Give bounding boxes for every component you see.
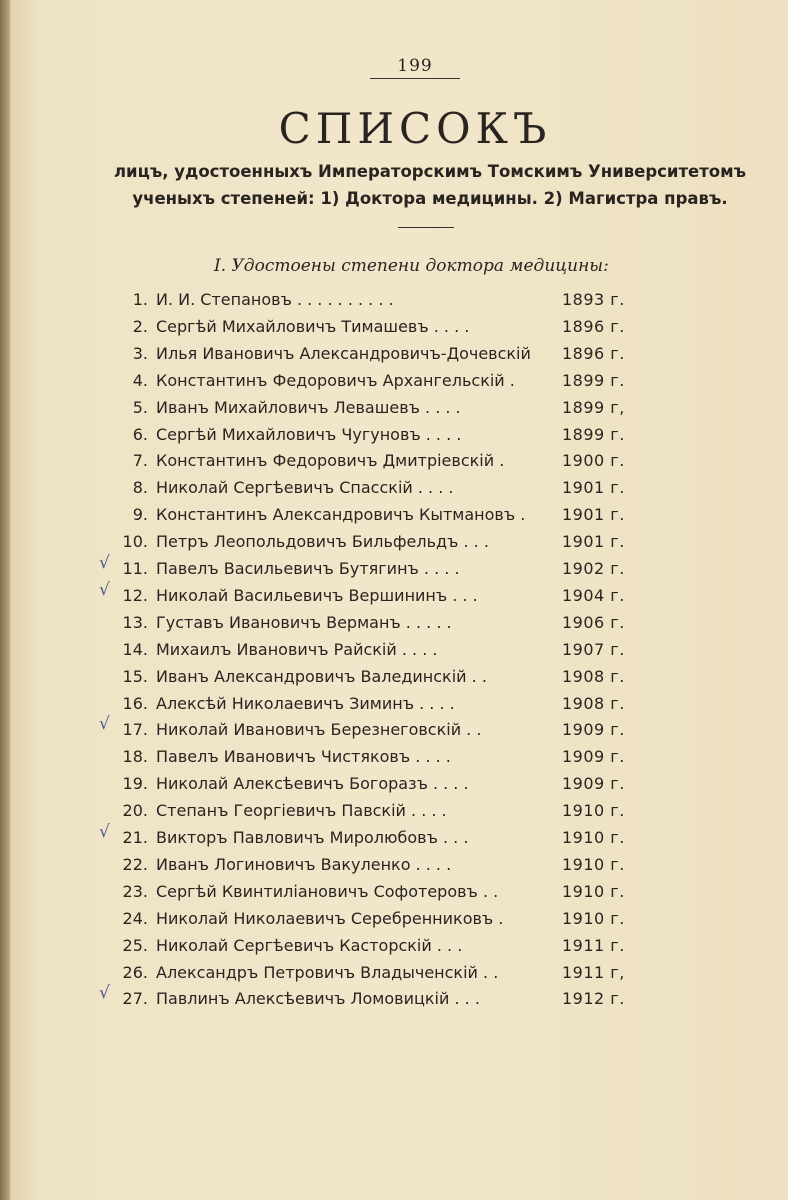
handwritten-checkmark: √ (99, 579, 110, 600)
entry-name: Николай Васильевичъ Вершининъ . . . (156, 585, 478, 605)
entry-year: 1906 г. (562, 612, 625, 632)
list-item (0, 744, 788, 770)
handwritten-checkmark: √ (99, 822, 110, 842)
list-item (0, 448, 788, 474)
subtitle-divider (398, 227, 454, 228)
list-item (0, 798, 788, 824)
entry-number: 17. (122, 720, 148, 740)
list-item (0, 395, 788, 421)
list-item (0, 714, 788, 743)
section-heading: I. Удостоены степени доктора медицины: (214, 256, 609, 276)
entry-name: Сергѣй Михайловичъ Чугуновъ . . . . (156, 424, 462, 444)
list-item (0, 475, 788, 501)
entry-number: 22. (122, 854, 148, 874)
entry-name: Густавъ Ивановичъ Верманъ . . . . . (156, 612, 452, 632)
list-item (0, 287, 788, 313)
entry-year: 1909 г. (562, 747, 625, 767)
list-item (0, 553, 788, 582)
subtitle-line-2: ученыхъ степеней: 1) Доктора медицины. 2) Магистра правъ. (132, 189, 728, 208)
entry-year: 1910 г. (562, 801, 625, 821)
entry-year: 1910 г. (562, 828, 625, 847)
list-item (0, 664, 788, 690)
entry-year: 1899 г. (562, 370, 625, 390)
entry-number: 18. (122, 747, 148, 767)
list-item (0, 852, 788, 878)
entry-name: Павлинъ Алексѣевичъ Ломовицкій . . . (156, 989, 480, 1009)
entry-number: 15. (122, 666, 148, 686)
entry-year: 1901 г. (562, 505, 625, 525)
entry-year: 1901 г. (562, 478, 625, 498)
entry-name: Павелъ Васильевичъ Бутягинъ . . . . (156, 559, 460, 578)
entry-name: Павелъ Ивановичъ Чистяковъ . . . . (156, 747, 451, 767)
entry-number: 25. (122, 935, 148, 955)
list-item (0, 933, 788, 959)
list-item (0, 529, 788, 555)
entry-number: 10. (122, 532, 148, 552)
entry-name: Иванъ Логиновичъ Вакуленко . . . . (156, 854, 452, 874)
entry-name: Иванъ Александровичъ Валединскій . . (156, 666, 487, 686)
list-item (0, 368, 788, 394)
handwritten-checkmark: √ (99, 983, 110, 1004)
entry-year: 1896 г. (562, 343, 625, 363)
entry-number: 4. (132, 370, 148, 390)
entry-name: Николай Алексѣевичъ Богоразъ . . . . (156, 774, 469, 794)
entry-number: 12. (122, 585, 148, 605)
entry-name: Константинъ Федоровичъ Архангельскій . (156, 370, 515, 390)
entry-name: Константинъ Александровичъ Кытмановъ . (156, 505, 526, 525)
entry-year: 1909 г. (562, 720, 625, 740)
list-item (0, 314, 788, 340)
entry-name: Сергѣй Квинтиліановичъ Софотеровъ . . (156, 881, 499, 901)
list-item (0, 691, 788, 717)
list-item (0, 822, 788, 851)
subtitle-line-1: лицъ, удостоенныхъ Императорскимъ Томскимъ Университетомъ (113, 162, 747, 181)
entry-number: 3. (132, 343, 148, 363)
entry-number: 2. (132, 316, 148, 336)
entry-number: 27. (122, 989, 148, 1009)
entry-number: 23. (122, 881, 148, 901)
list-item (0, 579, 788, 609)
entry-name: Петръ Леопольдовичъ Бильфельдъ . . . (156, 532, 489, 552)
entry-year: 1910 г. (562, 908, 625, 928)
list-item (0, 983, 788, 1012)
entry-number: 24. (122, 908, 148, 928)
entry-year: 1909 г. (562, 774, 625, 794)
entry-name: Николай Сергѣевичъ Касторскій . . . (156, 935, 463, 955)
entry-number: 6. (132, 424, 148, 444)
list-item (0, 422, 788, 448)
list-item (0, 906, 788, 932)
entry-number: 26. (122, 962, 148, 982)
list-item (0, 960, 788, 986)
entry-year: 1901 г. (562, 532, 625, 552)
entry-year: 1904 г. (562, 585, 625, 605)
entry-name: Николай Ивановичъ Березнеговскій . . (156, 720, 482, 740)
entry-number: 21. (122, 828, 148, 847)
entry-name: Илья Ивановичъ Александровичъ-Дочевскій (156, 343, 531, 363)
entry-year: 1908 г. (562, 693, 625, 713)
list-item (0, 771, 788, 797)
entry-year: 1893 г. (562, 290, 625, 309)
entry-year: 1900 г. (562, 451, 625, 471)
entry-number: 5. (132, 397, 148, 417)
entry-name: Александръ Петровичъ Владыченскій . . (156, 962, 499, 982)
entry-year: 1910 г. (562, 854, 625, 874)
entry-year: 1899 г. (562, 424, 625, 444)
entry-name: Иванъ Михайловичъ Левашевъ . . . . (156, 397, 461, 417)
entry-name: И. И. Степановъ . . . . . . . . . . (156, 290, 394, 309)
entry-year: 1911 г, (562, 962, 625, 982)
entry-name: Сергѣй Михайловичъ Тимашевъ . . . . (156, 316, 470, 336)
entry-year: 1902 г. (562, 559, 625, 578)
entry-year: 1911 г. (562, 935, 625, 955)
entry-year: 1899 г, (562, 397, 625, 417)
entry-name: Михаилъ Ивановичъ Райскій . . . . (156, 639, 438, 659)
page-title: СПИСОКЪ (278, 104, 552, 153)
list-item (0, 610, 788, 636)
page-number: 199 (397, 56, 433, 76)
entry-year: 1910 г. (562, 881, 625, 901)
entry-number: 1. (132, 290, 148, 309)
entry-number: 13. (122, 612, 148, 632)
list-item (0, 341, 788, 367)
entry-name: Николай Сергѣевичъ Спасскій . . . . (156, 478, 454, 498)
handwritten-checkmark: √ (99, 714, 110, 735)
list-item (0, 637, 788, 663)
list-item (0, 502, 788, 528)
entry-number: 11. (122, 559, 148, 578)
entry-year: 1912 г. (562, 989, 625, 1009)
entry-number: 19. (122, 774, 148, 794)
entry-number: 14. (122, 639, 148, 659)
entry-number: 16. (122, 693, 148, 713)
handwritten-checkmark: √ (99, 553, 110, 573)
entry-name: Алексѣй Николаевичъ Зиминъ . . . . (156, 693, 455, 713)
entry-name: Николай Николаевичъ Серебренниковъ . (156, 908, 504, 928)
entry-number: 20. (122, 801, 148, 821)
subtitle (100, 158, 760, 212)
list-item (0, 879, 788, 905)
entry-name: Константинъ Федоровичъ Дмитріевскій . (156, 451, 505, 471)
entry-number: 8. (132, 478, 148, 498)
entry-name: Викторъ Павловичъ Миролюбовъ . . . (156, 828, 469, 847)
entry-number: 9. (132, 505, 148, 525)
page-number-rule (370, 78, 460, 79)
entry-year: 1896 г. (562, 316, 625, 336)
entry-year: 1907 г. (562, 639, 625, 659)
entry-name: Степанъ Георгіевичъ Павскій . . . . (156, 801, 447, 821)
entry-year: 1908 г. (562, 666, 625, 686)
entry-number: 7. (132, 451, 148, 471)
